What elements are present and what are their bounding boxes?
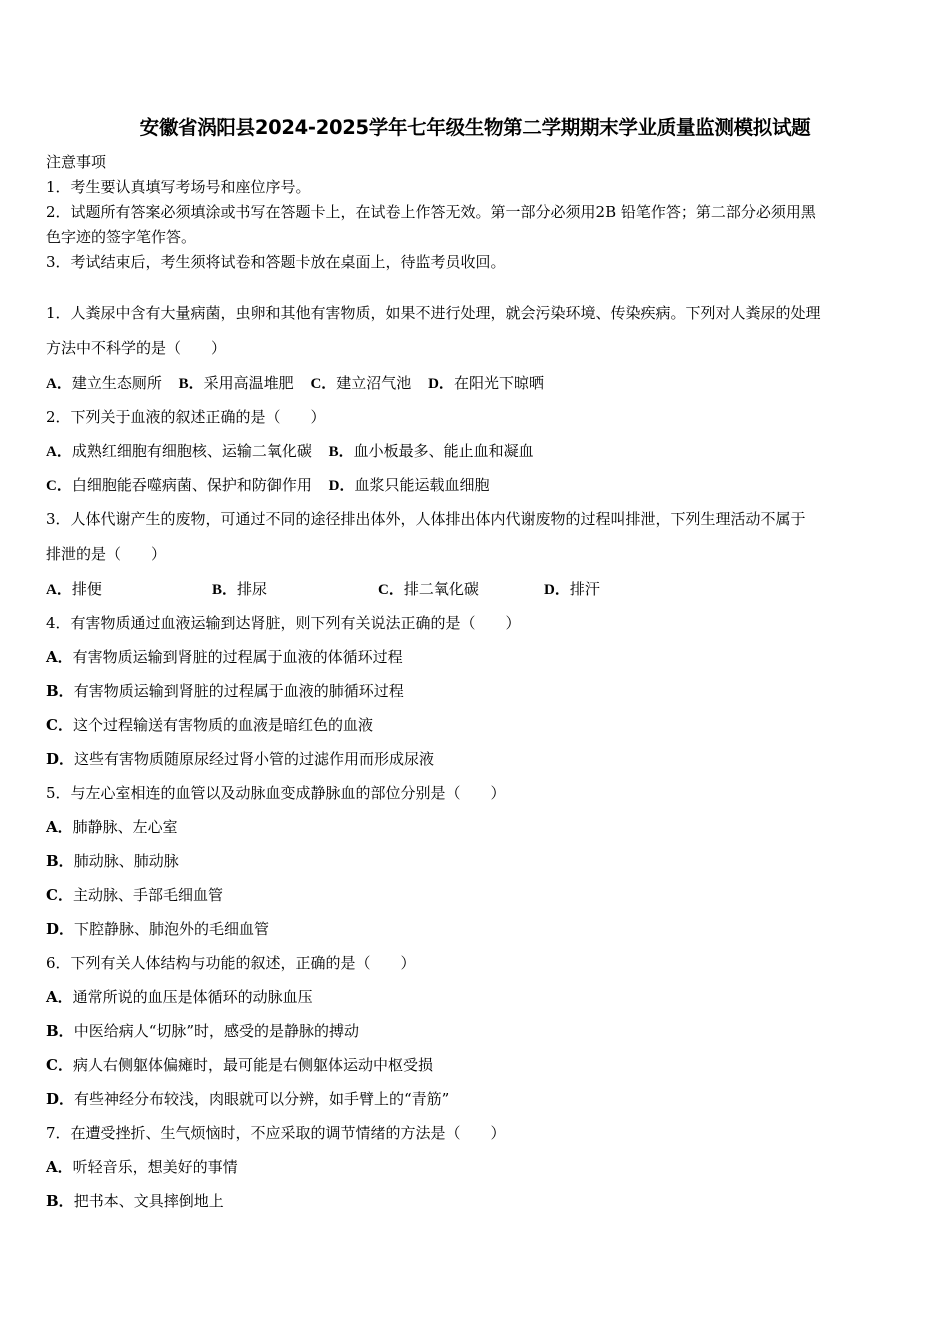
option-c	[46, 878, 908, 912]
question-7-text: 7．在遭受挫折、生气烦恼时，不应采取的调节情绪的方法是（ ）	[46, 1124, 506, 1142]
option-text: 有害物质运输到肾脏的过程属于血液的体循环过程	[72, 648, 403, 666]
option-letter: A．	[46, 1158, 73, 1176]
option-text: 病人右侧躯体偏瘫时，最可能是右侧躯体运动中枢受损	[72, 1056, 433, 1074]
option-letter: D．	[428, 376, 454, 392]
option-a	[46, 572, 212, 607]
option-text: 主动脉、手部毛细血管	[72, 886, 223, 904]
option-c	[46, 708, 908, 742]
notice-section	[46, 150, 908, 275]
option-letter: A．	[46, 582, 72, 598]
option-a	[46, 366, 162, 401]
option-letter: D．	[46, 1090, 75, 1108]
option-letter: A．	[46, 988, 73, 1006]
option-d	[46, 1082, 908, 1116]
option-text: 把书本、文具摔倒地上	[73, 1192, 224, 1210]
option-b	[46, 1184, 908, 1218]
option-letter: D．	[328, 478, 355, 494]
question-4-text: 4．有害物质通过血液运输到达肾脏，则下列有关说法正确的是（ ）	[46, 614, 521, 632]
option-text: 排二氧化碳	[403, 580, 479, 598]
option-a	[46, 1150, 908, 1184]
option-text: 肺静脉、左心室	[72, 818, 178, 836]
option-d	[46, 912, 908, 946]
notice-item: 3．考试结束后，考生须将试卷和答题卡放在桌面上，待监考员收回。	[46, 253, 506, 271]
option-text: 通常所说的血压是体循环的动脉血压	[72, 988, 313, 1006]
option-letter: D．	[544, 582, 570, 598]
option-letter: C．	[46, 1056, 73, 1074]
option-letter: A．	[46, 444, 72, 460]
option-letter: C．	[46, 716, 73, 734]
option-letter: C．	[46, 886, 73, 904]
question-5-text: 5．与左心室相连的血管以及动脉血变成静脉血的部位分别是（ ）	[46, 784, 506, 802]
question-3-text-cont: 排泄的是（ ）	[46, 545, 167, 563]
option-b	[329, 434, 534, 469]
notice-heading: 注意事项	[46, 153, 107, 171]
option-c	[46, 468, 312, 503]
option-b	[46, 674, 908, 708]
option-letter: B．	[46, 1192, 74, 1210]
option-b	[179, 366, 294, 401]
option-letter: B．	[212, 582, 238, 598]
option-text: 成熟红细胞有细胞核、运输二氧化碳	[71, 442, 312, 460]
option-text: 有些神经分布较浅，肉眼就可以分辨，如手臂上的“青筋”	[74, 1090, 450, 1108]
option-text: 这个过程输送有害物质的血液是暗红色的血液	[72, 716, 373, 734]
option-letter: B．	[46, 852, 74, 870]
option-letter: A．	[46, 648, 73, 666]
option-c	[46, 1048, 908, 1082]
option-a	[46, 640, 908, 674]
question-3-options	[46, 572, 908, 606]
question-6-text: 6．下列有关人体结构与功能的叙述，正确的是（ ）	[46, 954, 416, 972]
option-text: 肺动脉、肺动脉	[73, 852, 179, 870]
option-letter: B．	[46, 682, 74, 700]
option-letter: C．	[46, 478, 72, 494]
exam-title: 安徽省涡阳县2024-2025学年七年级生物第二学期期末学业质量监测模拟试题	[139, 116, 811, 139]
option-text: 排便	[71, 580, 102, 598]
option-text: 采用高温堆肥	[203, 374, 294, 392]
notice-item: 2．试题所有答案必须填涂或书写在答题卡上，在试卷上作答无效。第一部分必须用2B 铅笔作答；第二部分必须用黑	[46, 203, 816, 221]
option-b	[46, 844, 908, 878]
option-a	[46, 980, 908, 1014]
option-d	[428, 366, 544, 401]
option-c	[310, 366, 411, 401]
option-text: 有害物质运输到肾脏的过程属于血液的肺循环过程	[73, 682, 404, 700]
option-text: 中医给病人“切脉”时，感受的是静脉的搏动	[73, 1022, 360, 1040]
question-1-text-cont: 方法中不科学的是（ ）	[46, 339, 227, 357]
question-2-options-row2	[46, 468, 908, 502]
question-2-options-row1	[46, 434, 908, 468]
option-b	[46, 1014, 908, 1048]
option-letter: C．	[310, 376, 337, 392]
option-text: 建立生态厕所	[71, 374, 162, 392]
option-b	[212, 572, 378, 607]
option-letter: D．	[46, 750, 75, 768]
notice-item: 色字迹的签字笔作答。	[46, 228, 197, 246]
option-letter: A．	[46, 818, 73, 836]
option-text: 在阳光下晾晒	[453, 374, 544, 392]
option-letter: B．	[328, 444, 354, 460]
option-d	[46, 742, 908, 776]
option-c	[378, 572, 544, 607]
option-letter: C．	[378, 582, 404, 598]
option-text: 血浆只能运载血细胞	[354, 476, 490, 494]
question-list	[46, 296, 908, 1218]
question-1-text: 1．人粪尿中含有大量病菌，虫卵和其他有害物质，如果不进行处理，就会污染环境、传染疾病。下列对人粪尿的处理	[46, 304, 821, 322]
option-d	[544, 572, 710, 607]
option-text: 这些有害物质随原尿经过肾小管的过滤作用而形成尿液	[74, 750, 435, 768]
option-d	[329, 468, 490, 503]
question-3-text: 3．人体代谢产生的废物，可通过不同的途径排出体外，人体排出体内代谢废物的过程叫排泄，下列生理活动不属于	[46, 510, 806, 528]
option-text: 排尿	[237, 580, 268, 598]
option-text: 下腔静脉、肺泡外的毛细血管	[74, 920, 270, 938]
option-letter: D．	[46, 920, 75, 938]
option-text: 血小板最多、能止血和凝血	[353, 442, 534, 460]
option-text: 白细胞能吞噬病菌、保护和防御作用	[71, 476, 312, 494]
option-a	[46, 810, 908, 844]
option-letter: A．	[46, 376, 72, 392]
option-letter: B．	[178, 376, 204, 392]
option-letter: B．	[46, 1022, 74, 1040]
notice-item: 1．考生要认真填写考场号和座位序号。	[46, 178, 311, 196]
option-a	[46, 434, 312, 469]
question-1-options	[46, 366, 908, 400]
question-2-text: 2．下列关于血液的叙述正确的是（ ）	[46, 408, 326, 426]
option-text: 建立沼气池	[336, 374, 412, 392]
option-text: 听轻音乐，想美好的事情	[72, 1158, 238, 1176]
option-text: 排汗	[569, 580, 600, 598]
